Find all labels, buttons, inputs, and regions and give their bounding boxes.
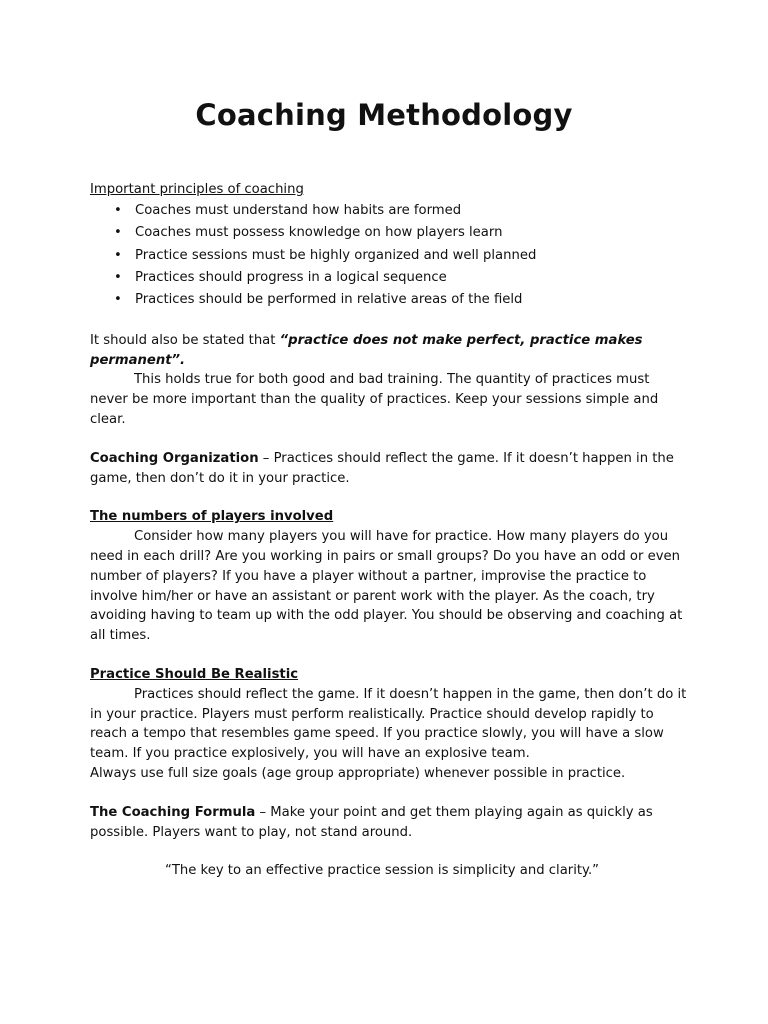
spacer xyxy=(90,430,690,449)
formula-label: The Coaching Formula xyxy=(90,804,256,820)
formula-text: – Make your point and get them playing again as quickly as possible. Players want to play, not stand around. xyxy=(90,804,653,840)
list-item: • Practices should be performed in relative areas of the field xyxy=(90,289,690,311)
spacer xyxy=(90,842,690,861)
organization-text: – Practices should reflect the game. If it doesn’t happen in the game, then don’t do it in your practice. xyxy=(90,450,674,486)
spacer xyxy=(90,784,690,803)
perfect-emphasis: “practice does not make perfect, practice makes permanent”. xyxy=(90,332,643,368)
principles-heading: Important principles of coaching xyxy=(90,182,304,197)
numbers-text: Consider how many players you will have for practice. How many players do you need in each drill? Are you working in pairs or small groups? Do you have an odd or even number of players? If you have a player without a partner, improvise the practice to involve him/her or have an assistant or parent work with the player. As the coach, try avoiding having to team up with the odd player. You should be observing and coaching at all times. xyxy=(90,529,683,644)
perfect-lead: It should also be stated that xyxy=(90,332,280,348)
closing-quote: “The key to an effective practice session is simplicity and clarity.” xyxy=(164,863,599,879)
principles-list xyxy=(90,200,690,312)
realistic-text: Practices should reflect the game. If it doesn’t happen in the game, then don’t do it in your practice. Players must perform realistically. Practice should develop rapidly to reach a tempo that resembles game speed. If you practice slowly, you will have a slow team. If you practice explosively, you will have an explosive team. xyxy=(90,686,687,762)
page-title: Coaching Methodology xyxy=(195,98,573,132)
list-item: • Coaches must possess knowledge on how players learn xyxy=(90,222,690,244)
numbers-heading: The numbers of players involved xyxy=(90,509,334,525)
document-body xyxy=(90,180,690,881)
list-item: • Coaches must understand how habits are formed xyxy=(90,200,690,222)
formula-paragraph xyxy=(90,803,690,843)
list-item: • Practices should progress in a logical sequence xyxy=(90,267,690,289)
list-item: • Practice sessions must be highly organized and well planned xyxy=(90,245,690,267)
spacer xyxy=(90,312,690,331)
organization-paragraph xyxy=(90,449,690,489)
perfect-followup: This holds true for both good and bad training. The quantity of practices must never be more important than the quality of practices. Keep your sessions simple and clear. xyxy=(90,372,659,428)
spacer xyxy=(90,646,690,665)
realistic-note: Always use full size goals (age group appropriate) whenever possible in practice. xyxy=(90,765,626,781)
organization-label: Coaching Organization xyxy=(90,450,259,466)
perfect-statement xyxy=(90,331,690,371)
realistic-heading: Practice Should Be Realistic xyxy=(90,666,299,682)
spacer xyxy=(90,488,690,507)
